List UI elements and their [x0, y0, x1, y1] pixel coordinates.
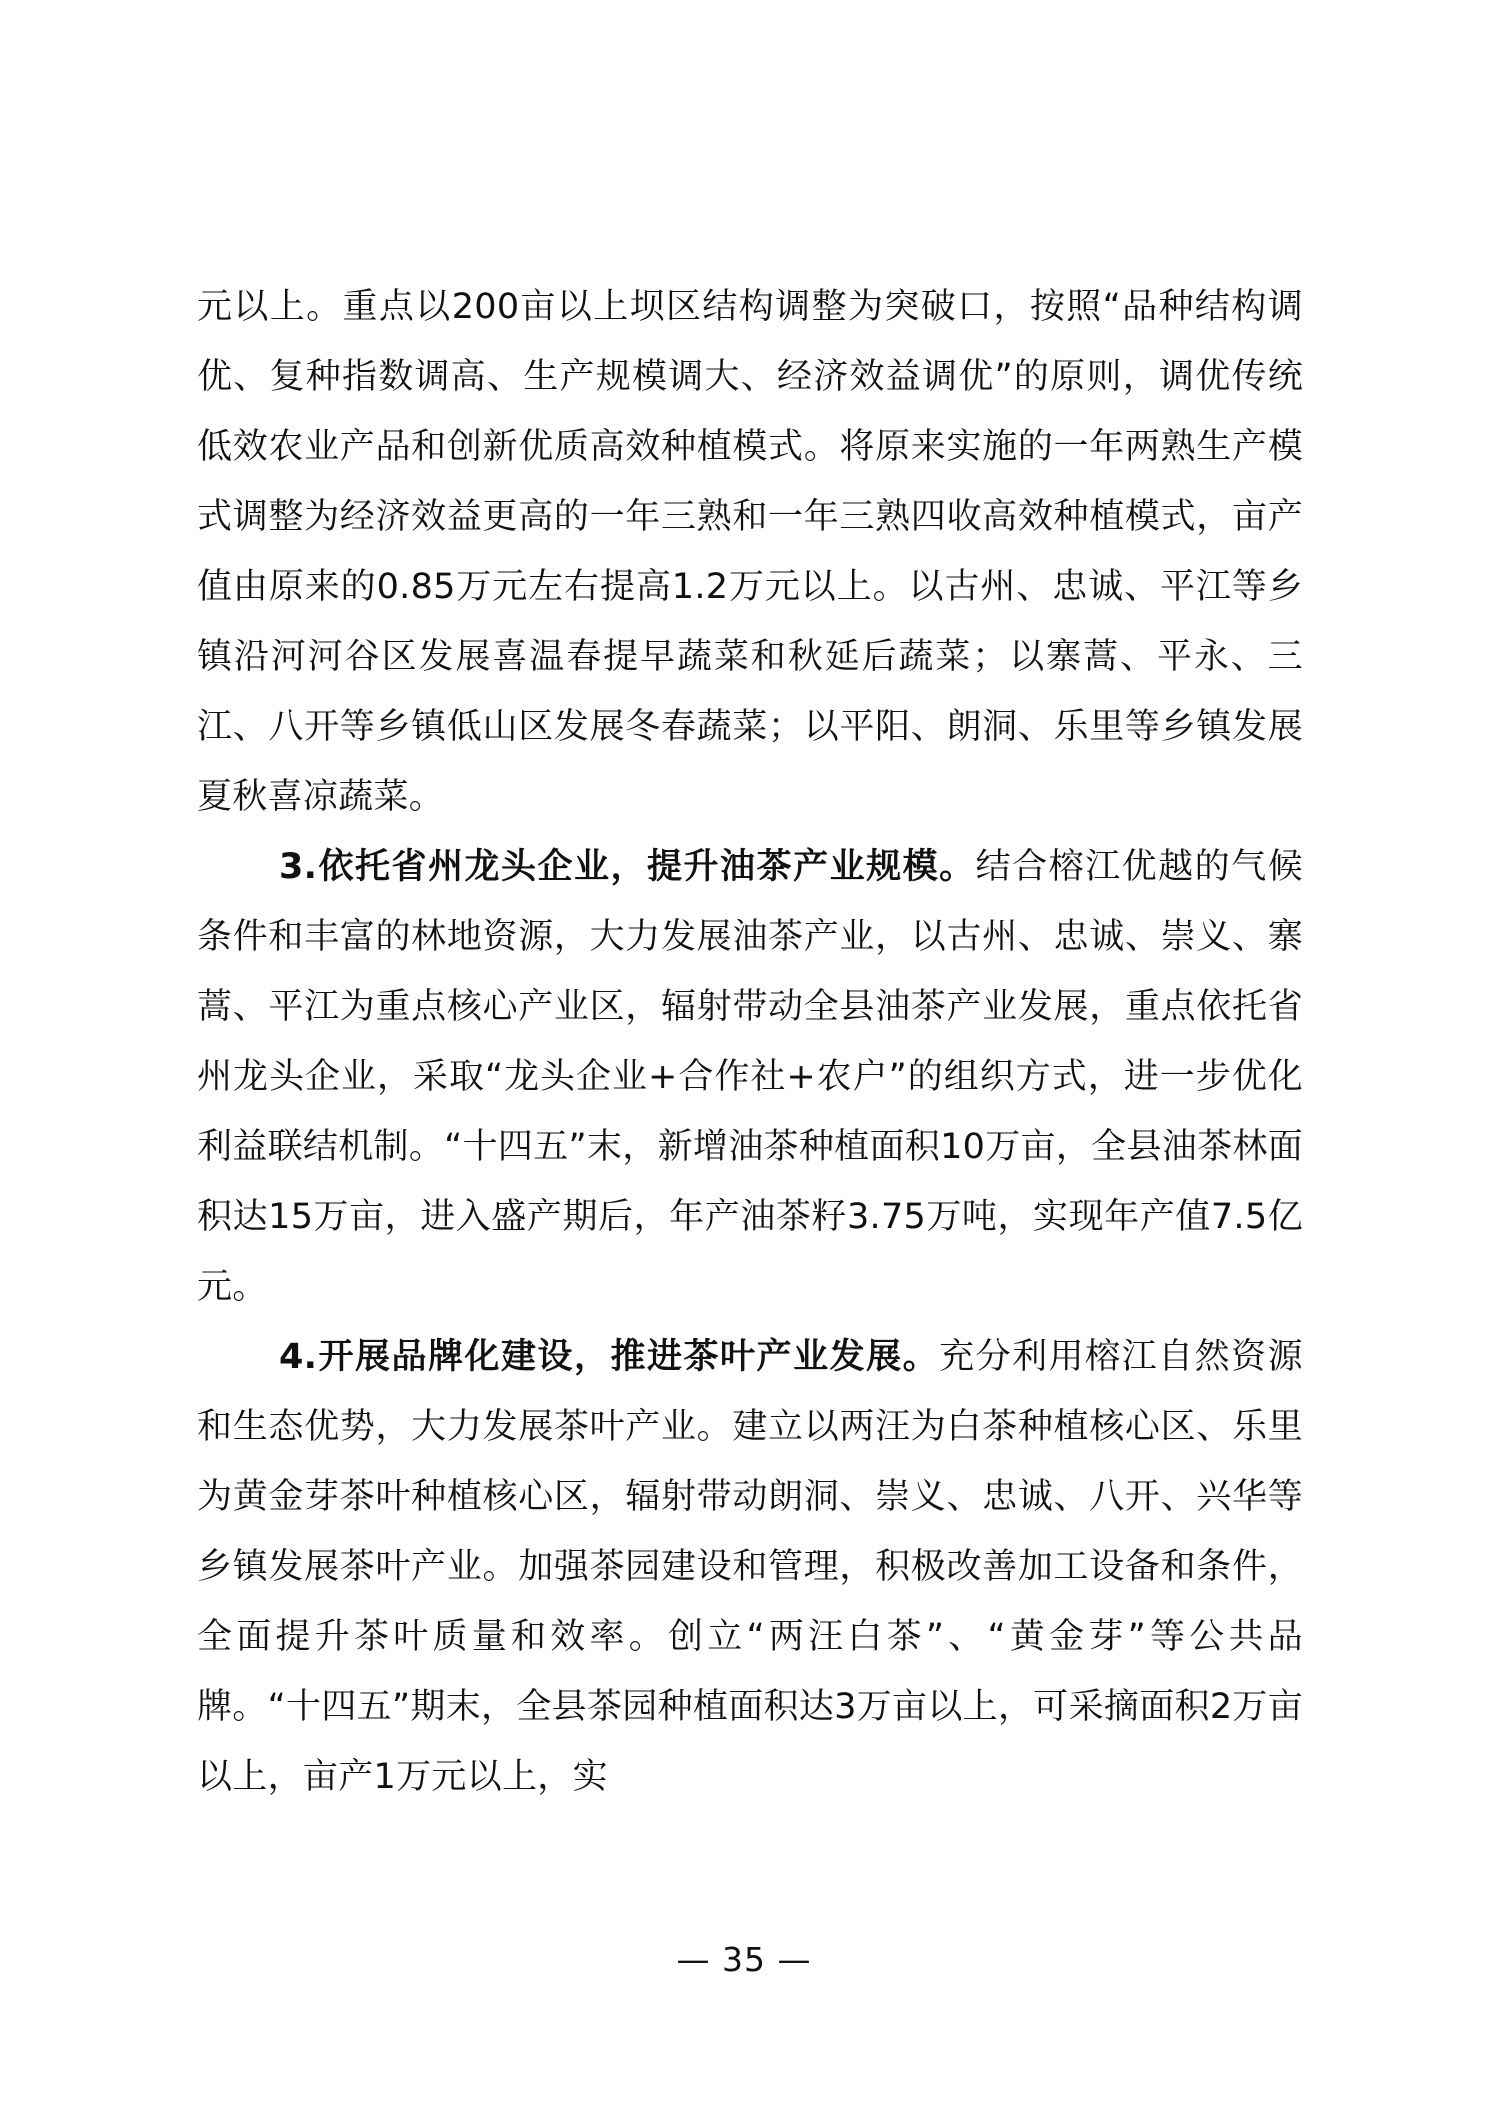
paragraph-text: 元以上。重点以200亩以上坝区结构调整为突破口，按照“品种结构调优、复种指数调高、生产规模调大、经济效益调优”的原则，调优传统低效农业产品和创新优质高效种植模式。将原来实施的一年两熟生产模式调整为经济效益更高的一年三熟和一年三熟四收高效种植模式，亩产值由原来的0.85万元左右提高1.2万元以上。以古州、忠诚、平江等乡镇沿河河谷区发展喜温春提早蔬菜和秋延后蔬菜；以寨蒿、平永、三江、八开等乡镇低山区发展冬春蔬菜；以平阳、朗洞、乐里等乡镇发展夏秋喜凉蔬菜。 [197, 287, 1303, 817]
paragraph-text: 结合榕江优越的气候条件和丰富的林地资源，大力发展油茶产业，以古州、忠诚、崇义、寨蒿、平江为重点核心产业区，辐射带动全县油茶产业发展，重点依托省州龙头企业，采取“龙头企业+合作社+农户”的组织方式，进一步优化利益联结机制。“十四五”末，新增油茶种植面积10万亩，全县油茶林面积达15万亩，进入盛产期后，年产油茶籽3.75万吨，实现年产值7.5亿元。 [197, 847, 1303, 1307]
page-number: — 35 — [676, 1940, 812, 1979]
paragraph-text: 充分利用榕江自然资源和生态优势，大力发展茶叶产业。建立以两汪为白茶种植核心区、乐里为黄金芽茶叶种植核心区，辐射带动朗洞、崇义、忠诚、八开、兴华等乡镇发展茶叶产业。加强茶园建设和管理，积极改善加工设备和条件，全面提升茶叶质量和效率。创立“两汪白茶”、“黄金芽”等公共品牌。“十四五”期末，全县茶园种植面积达3万亩以上，可采摘面积2万亩以上，亩产1万元以上，实 [197, 1337, 1303, 1797]
paragraph-tea [197, 1322, 1303, 1812]
paragraph-vegetables [197, 272, 1303, 832]
paragraph-oil-tea [197, 832, 1303, 1322]
paragraph-heading: 4.开展品牌化建设，推进茶叶产业发展。 [279, 1337, 940, 1377]
paragraph-heading: 3.依托省州龙头企业，提升油茶产业规模。 [279, 847, 976, 887]
document-body [197, 272, 1303, 1812]
